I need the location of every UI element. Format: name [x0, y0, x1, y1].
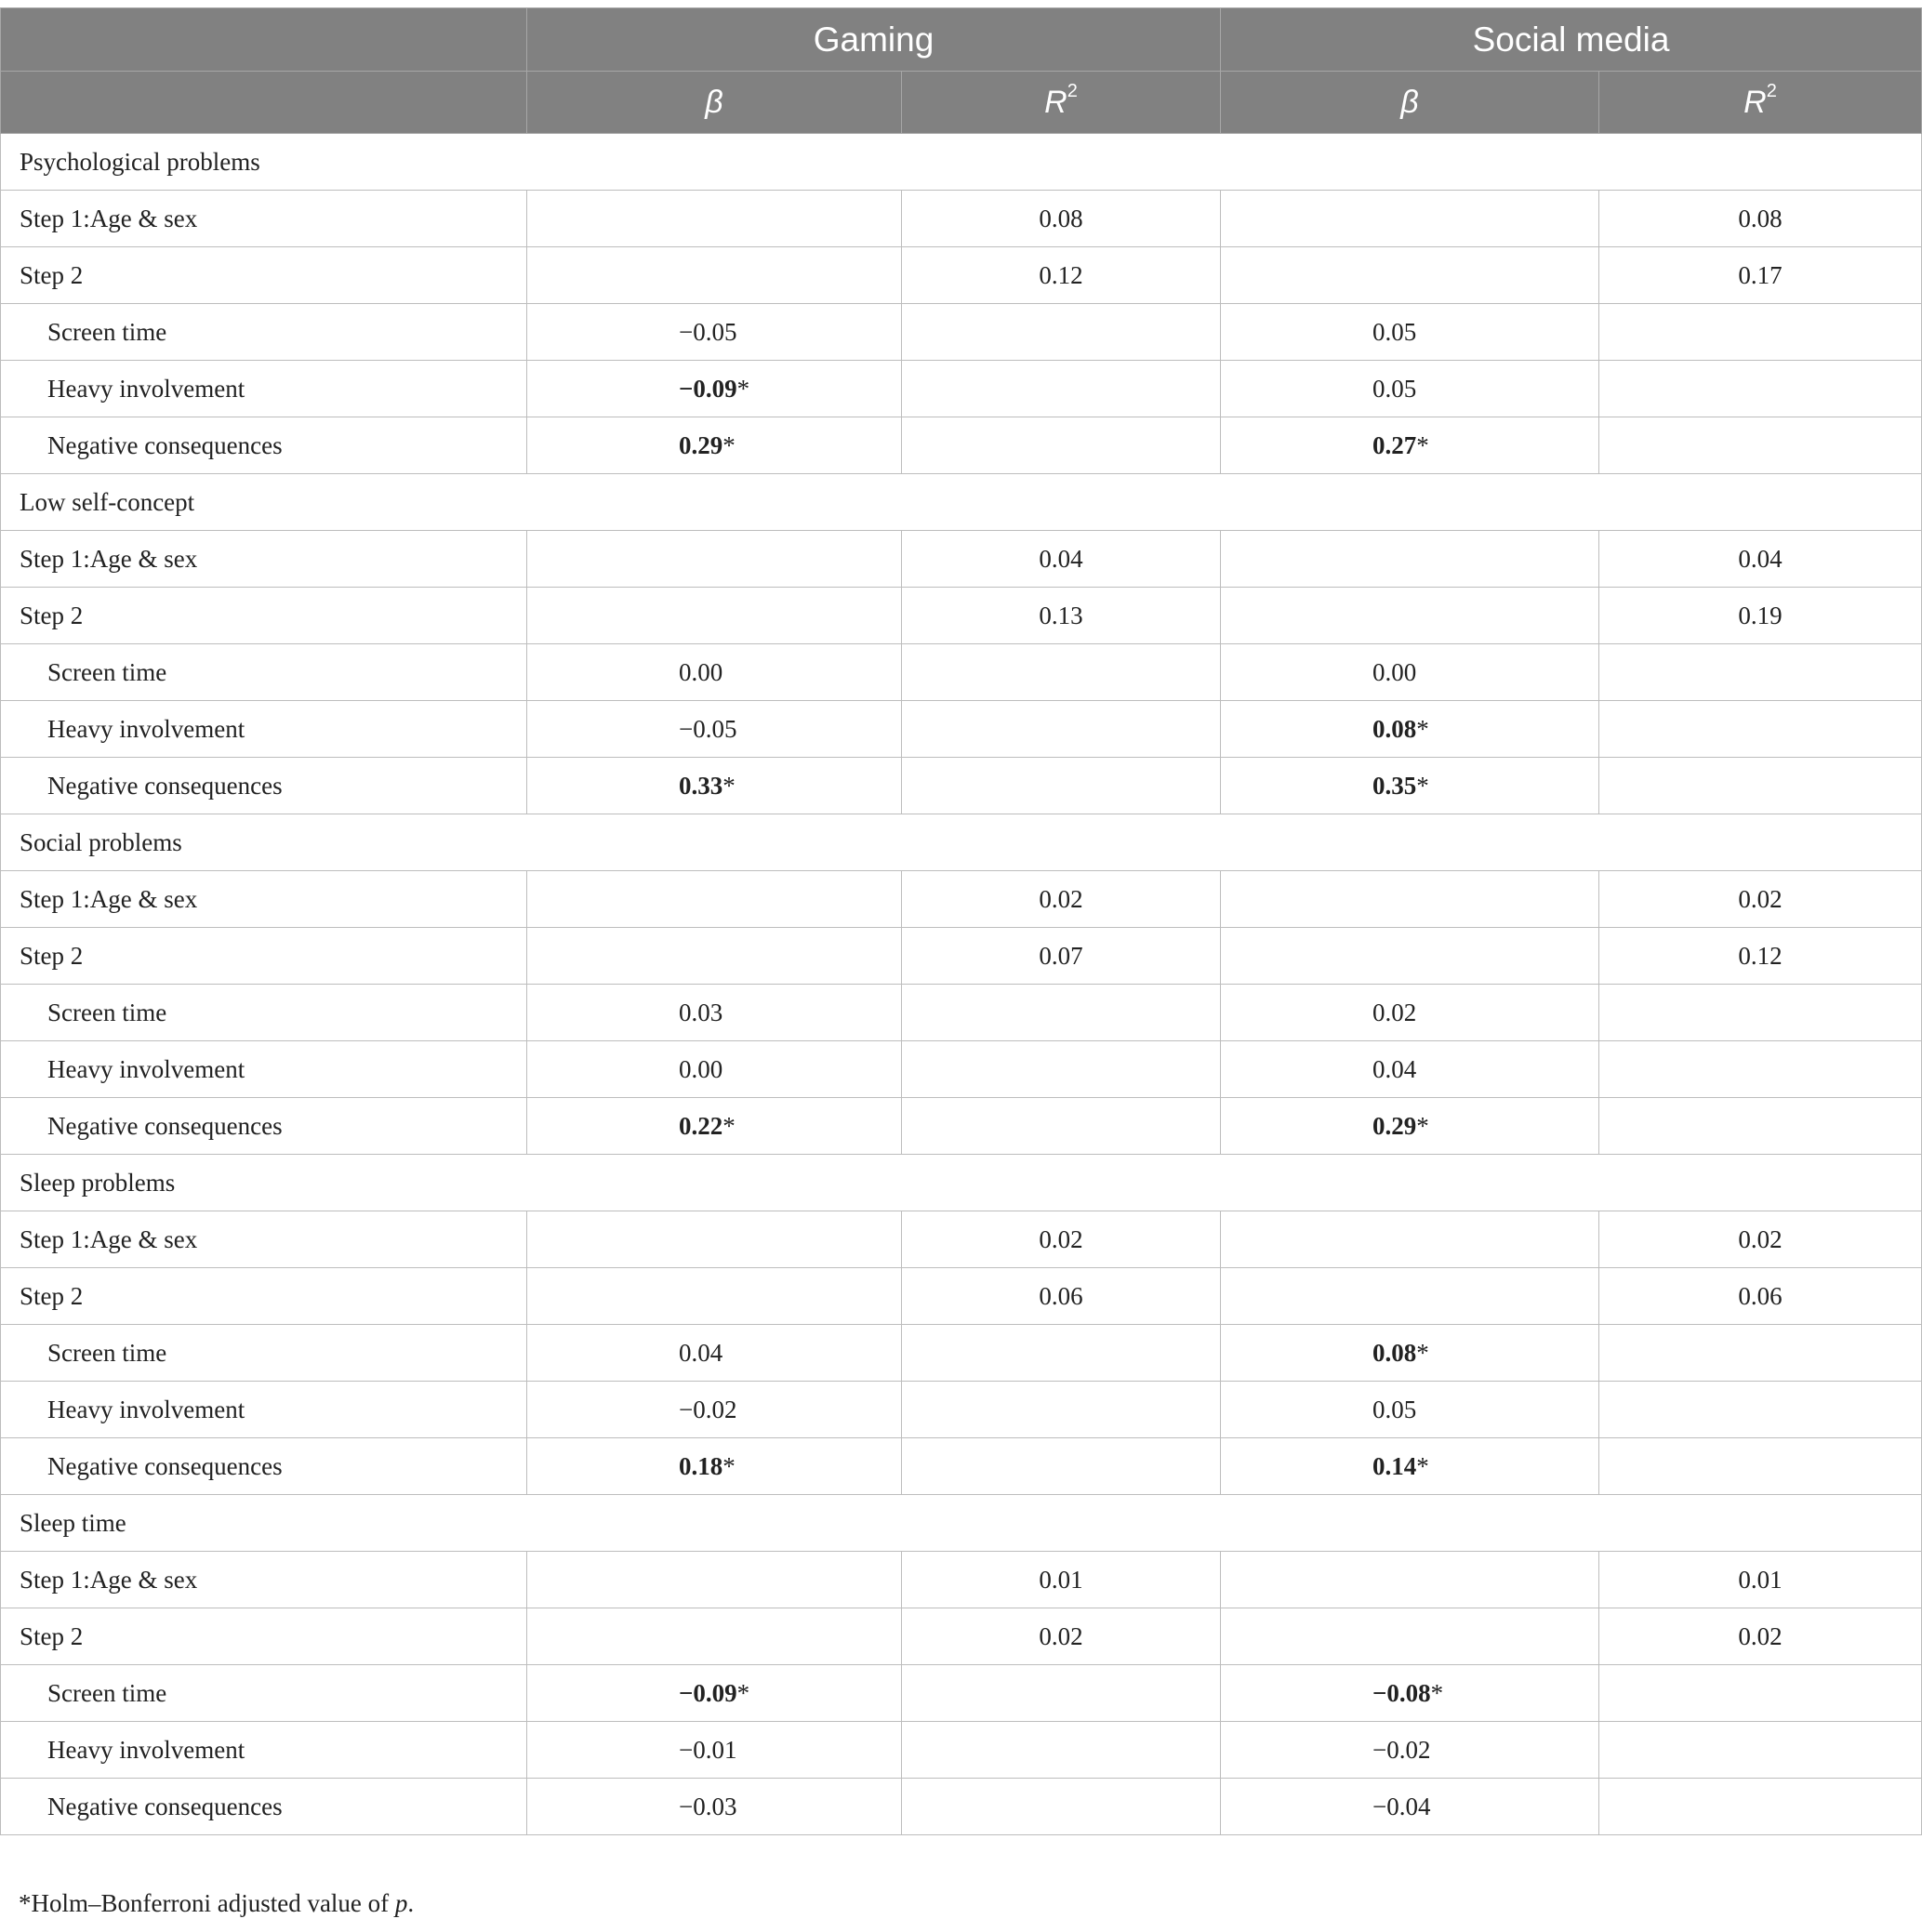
- social-beta-cell: [1221, 871, 1599, 928]
- predictor-row: [1, 701, 1922, 758]
- social-beta-cell: [1221, 1268, 1599, 1325]
- gaming-r2-cell: 0.12: [902, 247, 1221, 304]
- social-r2-cell: [1599, 701, 1922, 758]
- gaming-beta-cell: [527, 588, 902, 644]
- social-r2-cell: 0.02: [1599, 1211, 1922, 1268]
- header-social-media: Social media: [1221, 8, 1922, 72]
- significant-value: 0.35: [1372, 771, 1417, 800]
- gaming-beta-cell: [527, 1211, 902, 1268]
- gaming-beta-cell: [527, 1665, 902, 1722]
- predictor-row: [1, 1665, 1922, 1722]
- gaming-beta-cell: −0.02: [527, 1382, 902, 1438]
- social-beta-cell: [1221, 1211, 1599, 1268]
- section-title: Sleep problems: [1, 1155, 1922, 1211]
- social-r2-cell: [1599, 1779, 1922, 1835]
- predictor-label: Negative consequences: [1, 1438, 527, 1495]
- social-r2-cell: 0.12: [1599, 928, 1922, 985]
- gaming-beta-cell: 0.04: [527, 1325, 902, 1382]
- social-r2-cell: [1599, 644, 1922, 701]
- gaming-r2-cell: [902, 1098, 1221, 1155]
- social-r2-cell: [1599, 361, 1922, 417]
- social-r2-cell: 0.08: [1599, 191, 1922, 247]
- predictor-row: [1, 644, 1922, 701]
- predictor-row: [1, 1098, 1922, 1155]
- significance-marker: *: [722, 1451, 736, 1480]
- significance-marker: *: [736, 374, 750, 403]
- predictor-row: [1, 1779, 1922, 1835]
- gaming-beta-cell: [527, 417, 902, 474]
- predictor-label: Negative consequences: [1, 1098, 527, 1155]
- predictor-label: Heavy involvement: [1, 1382, 527, 1438]
- significant-value: 0.29: [1372, 1111, 1417, 1140]
- gaming-r2-cell: [902, 1382, 1221, 1438]
- gaming-beta-cell: 0.00: [527, 1041, 902, 1098]
- section-row: [1, 1495, 1922, 1552]
- social-beta-cell: [1221, 1438, 1599, 1495]
- header-stat-row: [1, 72, 1922, 134]
- section-row: [1, 1155, 1922, 1211]
- step2-row: [1, 247, 1922, 304]
- gaming-beta-cell: 0.03: [527, 985, 902, 1041]
- gaming-r2-cell: 0.08: [902, 191, 1221, 247]
- significance-marker: *: [722, 771, 736, 800]
- significant-value: 0.08: [1372, 714, 1417, 743]
- header-corner: [1, 8, 527, 72]
- social-beta-cell: −0.04: [1221, 1779, 1599, 1835]
- section-row: [1, 814, 1922, 871]
- predictor-label: Heavy involvement: [1, 361, 527, 417]
- social-beta-cell: [1221, 701, 1599, 758]
- step1-row: [1, 531, 1922, 588]
- gaming-r2-cell: 0.04: [902, 531, 1221, 588]
- step1-label: Step 1:Age & sex: [1, 871, 527, 928]
- significant-value: 0.29: [679, 430, 723, 459]
- significance-marker: *: [1416, 1451, 1429, 1480]
- gaming-beta-cell: −0.05: [527, 701, 902, 758]
- significance-marker: *: [722, 1111, 736, 1140]
- gaming-r2-cell: [902, 1665, 1221, 1722]
- predictor-label: Screen time: [1, 644, 527, 701]
- gaming-beta-cell: [527, 871, 902, 928]
- gaming-r2-cell: [902, 361, 1221, 417]
- table-body: [1, 134, 1922, 1835]
- step1-row: [1, 871, 1922, 928]
- gaming-r2-cell: [902, 1041, 1221, 1098]
- significance-marker: *: [722, 430, 736, 459]
- step2-label: Step 2: [1, 247, 527, 304]
- step2-label: Step 2: [1, 1608, 527, 1665]
- significance-marker: *: [1416, 714, 1429, 743]
- header-gaming-r2: $R^2$: [902, 72, 1221, 134]
- social-r2-cell: 0.01: [1599, 1552, 1922, 1608]
- gaming-beta-cell: [527, 361, 902, 417]
- predictor-label: Negative consequences: [1, 758, 527, 814]
- gaming-r2-cell: [902, 701, 1221, 758]
- significant-value: 0.18: [679, 1451, 723, 1480]
- step1-label: Step 1:Age & sex: [1, 191, 527, 247]
- predictor-row: [1, 1382, 1922, 1438]
- predictor-row: [1, 1325, 1922, 1382]
- predictor-label: Screen time: [1, 1665, 527, 1722]
- gaming-r2-cell: 0.02: [902, 1211, 1221, 1268]
- step1-label: Step 1:Age & sex: [1, 1211, 527, 1268]
- social-beta-cell: 0.02: [1221, 985, 1599, 1041]
- step1-label: Step 1:Age & sex: [1, 1552, 527, 1608]
- gaming-r2-cell: [902, 1438, 1221, 1495]
- gaming-beta-cell: [527, 1552, 902, 1608]
- social-r2-cell: [1599, 1382, 1922, 1438]
- social-beta-cell: [1221, 1665, 1599, 1722]
- gaming-beta-cell: 0.00: [527, 644, 902, 701]
- social-r2-cell: 0.02: [1599, 1608, 1922, 1665]
- gaming-beta-cell: [527, 1608, 902, 1665]
- social-beta-cell: [1221, 1325, 1599, 1382]
- significant-value: 0.14: [1372, 1451, 1417, 1480]
- predictor-row: [1, 361, 1922, 417]
- social-r2-cell: [1599, 417, 1922, 474]
- social-beta-cell: [1221, 1098, 1599, 1155]
- social-r2-cell: [1599, 1722, 1922, 1779]
- gaming-beta-cell: −0.03: [527, 1779, 902, 1835]
- predictor-label: Screen time: [1, 985, 527, 1041]
- gaming-r2-cell: [902, 758, 1221, 814]
- regression-table: [0, 7, 1922, 1835]
- header-gaming-beta: β: [527, 72, 902, 134]
- header-corner-sub: [1, 72, 527, 134]
- significant-value: −0.09: [679, 1678, 737, 1707]
- step2-row: [1, 928, 1922, 985]
- social-r2-cell: [1599, 985, 1922, 1041]
- gaming-r2-cell: 0.06: [902, 1268, 1221, 1325]
- gaming-beta-cell: [527, 758, 902, 814]
- significant-value: −0.09: [679, 374, 737, 403]
- significant-value: 0.08: [1372, 1338, 1417, 1367]
- gaming-r2-cell: [902, 644, 1221, 701]
- social-r2-cell: [1599, 1438, 1922, 1495]
- social-r2-cell: 0.06: [1599, 1268, 1922, 1325]
- predictor-row: [1, 985, 1922, 1041]
- gaming-beta-cell: [527, 1438, 902, 1495]
- predictor-label: Heavy involvement: [1, 701, 527, 758]
- predictor-row: [1, 304, 1922, 361]
- social-beta-cell: [1221, 928, 1599, 985]
- gaming-r2-cell: [902, 1325, 1221, 1382]
- predictor-row: [1, 758, 1922, 814]
- section-title: Psychological problems: [1, 134, 1922, 191]
- predictor-label: Negative consequences: [1, 1779, 527, 1835]
- gaming-r2-cell: 0.02: [902, 1608, 1221, 1665]
- gaming-r2-cell: 0.07: [902, 928, 1221, 985]
- social-beta-cell: −0.02: [1221, 1722, 1599, 1779]
- social-r2-cell: [1599, 1325, 1922, 1382]
- social-r2-cell: [1599, 1098, 1922, 1155]
- header-gaming: Gaming: [527, 8, 1221, 72]
- step2-row: [1, 1608, 1922, 1665]
- gaming-r2-cell: [902, 1779, 1221, 1835]
- social-beta-cell: [1221, 531, 1599, 588]
- header-social-beta: β: [1221, 72, 1599, 134]
- social-beta-cell: 0.05: [1221, 304, 1599, 361]
- section-title: Sleep time: [1, 1495, 1922, 1552]
- predictor-label: Screen time: [1, 1325, 527, 1382]
- section-row: [1, 134, 1922, 191]
- significance-marker: *: [1416, 1338, 1429, 1367]
- step2-row: [1, 1268, 1922, 1325]
- social-r2-cell: [1599, 1041, 1922, 1098]
- social-beta-cell: [1221, 1608, 1599, 1665]
- significance-marker: *: [736, 1678, 750, 1707]
- social-beta-cell: [1221, 417, 1599, 474]
- gaming-beta-cell: −0.01: [527, 1722, 902, 1779]
- significance-marker: *: [1416, 1111, 1429, 1140]
- social-beta-cell: 0.04: [1221, 1041, 1599, 1098]
- social-beta-cell: 0.05: [1221, 361, 1599, 417]
- gaming-beta-cell: [527, 531, 902, 588]
- social-beta-cell: [1221, 588, 1599, 644]
- significance-marker: *: [1416, 771, 1429, 800]
- gaming-r2-cell: [902, 304, 1221, 361]
- gaming-beta-cell: [527, 247, 902, 304]
- predictor-label: Screen time: [1, 304, 527, 361]
- predictor-row: [1, 1722, 1922, 1779]
- social-r2-cell: 0.04: [1599, 531, 1922, 588]
- header-group-row: [1, 8, 1922, 72]
- social-beta-cell: [1221, 1552, 1599, 1608]
- gaming-r2-cell: 0.01: [902, 1552, 1221, 1608]
- step1-row: [1, 1552, 1922, 1608]
- step2-label: Step 2: [1, 588, 527, 644]
- significance-marker: *: [1430, 1678, 1444, 1707]
- significance-marker: *: [1416, 430, 1429, 459]
- gaming-beta-cell: [527, 928, 902, 985]
- predictor-row: [1, 1041, 1922, 1098]
- social-r2-cell: [1599, 1665, 1922, 1722]
- social-r2-cell: 0.02: [1599, 871, 1922, 928]
- social-beta-cell: [1221, 247, 1599, 304]
- gaming-beta-cell: [527, 191, 902, 247]
- significant-value: 0.27: [1372, 430, 1417, 459]
- step1-row: [1, 191, 1922, 247]
- social-r2-cell: 0.19: [1599, 588, 1922, 644]
- significant-value: 0.33: [679, 771, 723, 800]
- predictor-label: Negative consequences: [1, 417, 527, 474]
- significant-value: −0.08: [1372, 1678, 1431, 1707]
- gaming-r2-cell: 0.02: [902, 871, 1221, 928]
- social-beta-cell: [1221, 758, 1599, 814]
- gaming-beta-cell: [527, 1098, 902, 1155]
- step1-label: Step 1:Age & sex: [1, 531, 527, 588]
- gaming-r2-cell: 0.13: [902, 588, 1221, 644]
- predictor-row: [1, 1438, 1922, 1495]
- section-title: Low self-concept: [1, 474, 1922, 531]
- header-social-r2: $R^2$: [1599, 72, 1922, 134]
- gaming-r2-cell: [902, 985, 1221, 1041]
- gaming-r2-cell: [902, 417, 1221, 474]
- significant-value: 0.22: [679, 1111, 723, 1140]
- gaming-r2-cell: [902, 1722, 1221, 1779]
- section-title: Social problems: [1, 814, 1922, 871]
- section-row: [1, 474, 1922, 531]
- step2-label: Step 2: [1, 928, 527, 985]
- footnote: *Holm–Bonferroni adjusted value of p.: [19, 1889, 415, 1917]
- predictor-row: [1, 417, 1922, 474]
- social-r2-cell: 0.17: [1599, 247, 1922, 304]
- predictor-label: Heavy involvement: [1, 1722, 527, 1779]
- step1-row: [1, 1211, 1922, 1268]
- social-beta-cell: 0.00: [1221, 644, 1599, 701]
- social-r2-cell: [1599, 304, 1922, 361]
- gaming-beta-cell: −0.05: [527, 304, 902, 361]
- social-r2-cell: [1599, 758, 1922, 814]
- social-beta-cell: [1221, 191, 1599, 247]
- social-beta-cell: 0.05: [1221, 1382, 1599, 1438]
- predictor-label: Heavy involvement: [1, 1041, 527, 1098]
- step2-row: [1, 588, 1922, 644]
- step2-label: Step 2: [1, 1268, 527, 1325]
- gaming-beta-cell: [527, 1268, 902, 1325]
